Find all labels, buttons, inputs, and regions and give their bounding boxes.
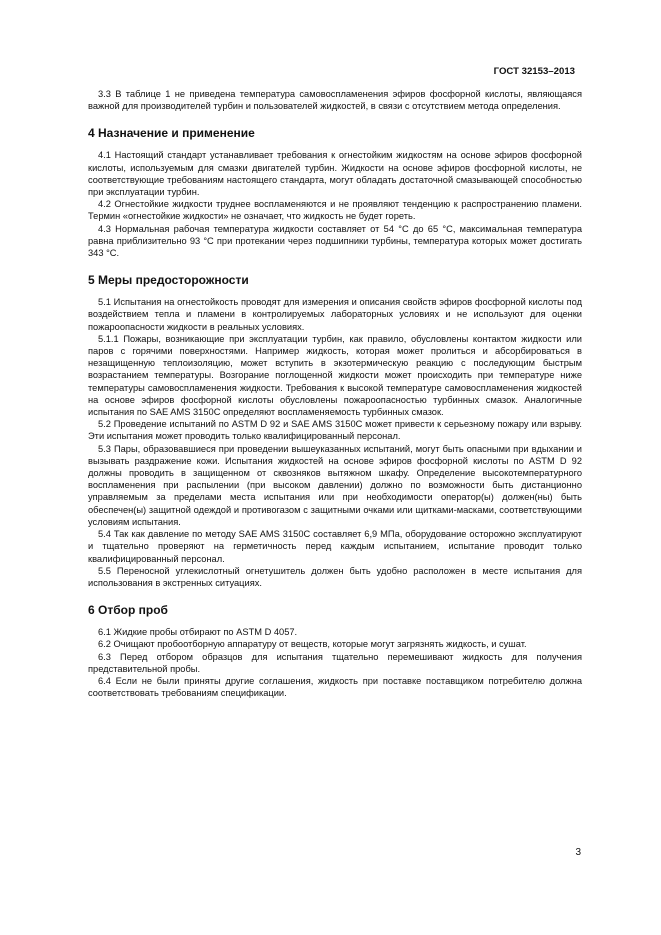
paragraph-6-3: 6.3 Перед отбором образцов для испытания тщательно перемешивают жидкость для получения представительной пробы. [88, 651, 582, 674]
paragraph-4-1: 4.1 Настоящий стандарт устанавливает требования к огнестойким жидкостям на основе эфиров фосфорной кислоты, используемым для смазки двигателей турбин. Жидкости на основе эфиров фосфорной кислоты, не соответствующие требованиям настоящего стандарта, могут обладать достаточной смазывающей способностью при эксплуатации турбин. [88, 150, 582, 198]
paragraph-3-3: 3.3 В таблице 1 не приведена температура самовоспламенения эфиров фосфорной кислоты, являющаяся важной для производителей турбин и пользователей жидкостей, в связи с отсутствием метода определения. [88, 89, 582, 112]
paragraph-5-1-1: 5.1.1 Пожары, возникающие при эксплуатации турбин, как правило, обусловлены контактом жидкости или паров с горячими поверхностями. Например жидкость, которая может пролиться и абсорбироваться в незащищенную теплоизоляцию, может вступить в экзотермическую реакцию с последующим быстрым возрастанием температуры. Возгорание поглощенной жидкости может происходить при температуре ниже температуры самовоспламенения жидкости. Требования к высокой температуре самовоспламенения жидкостей на основе эфиров фосфорной кислоты обусловлены пожароопасностью турбинных смазок. Аналогичные испытания по SAE AMS 3150C определяют воспламеняемость турбинных смазок. [88, 333, 582, 418]
section-4-heading: 4 Назначение и применение [88, 126, 255, 141]
document-code: ГОСТ 32153–2013 [493, 66, 575, 77]
paragraph-5-5: 5.5 Переносной углекислотный огнетушитель должен быть удобно расположен в месте испытания для использования в экстренных ситуациях. [88, 565, 582, 588]
paragraph-4-2: 4.2 Огнестойкие жидкости труднее воспламеняются и не проявляют тенденцию к распространению пламени. Термин «огнестойкие жидкости» не означает, что жидкость не будет гореть. [88, 199, 582, 222]
paragraph-6-2: 6.2 Очищают пробоотборную аппаратуру от веществ, которые могут загрязнять жидкость, и сушат. [98, 639, 527, 650]
section-5-heading: 5 Меры предосторожности [88, 273, 249, 288]
document-body [88, 88, 582, 699]
paragraph-5-3: 5.3 Пары, образовавшиеся при проведении вышеуказанных испытаний, могут быть опасными при вдыхании и вызывать раздражение кожи. Испытания жидкостей на основе эфиров фосфорной кислоты по ASTM D 92 должны проводить в защищенном от сквозняков вытяжном шкафу. Определение высокотемпературного воспламенения при распылении (при высоком давлении) должно по возможности быть дистанционно управляемым за пределами места испытания или при необходимости оператор(ы) должен(ны) быть обеспечен(ы) защитной одеждой и противогазом с защитными очками или щитками-масками, соответствующими условиям испытания. [88, 443, 582, 527]
paragraph-4-3: 4.3 Нормальная рабочая температура жидкости составляет от 54 °С до 65 °С, максимальная температура равна приблизительно 93 °С при протекании через подшипники турбины, температура которых может достигать 343 °С. [88, 223, 582, 259]
paragraph-6-4: 6.4 Если не были приняты другие соглашения, жидкость при поставке поставщиком потребителю должна соответствовать требованиям спецификации. [88, 675, 582, 699]
paragraph-5-2: 5.2 Проведение испытаний по ASTM D 92 и SAE AMS 3150C может привести к серьезному пожару или взрыву. Эти испытания может проводить только квалифицированный персонал. [88, 419, 582, 442]
paragraph-6-1: 6.1 Жидкие пробы отбирают по ASTM D 4057. [98, 627, 298, 638]
section-6-heading: 6 Отбор проб [88, 603, 168, 618]
paragraph-5-1: 5.1 Испытания на огнестойкость проводят для измерения и описания свойств эфиров фосфорной кислоты под воздействием тепла и пламени в контролируемых лабораторных условиях и не используют для оценки пожароопасности жидкости в реальных условиях. [88, 297, 582, 332]
page-number: 3 [575, 847, 581, 858]
paragraph-5-4: 5.4 Так как давление по методу SAE AMS 3150C составляет 6,9 МПа, оборудование осторожно эксплуатируют и тщательно проверяют на герметичность перед каждым испытанием, испытание проводит только квалифицированный персонал. [88, 529, 582, 564]
